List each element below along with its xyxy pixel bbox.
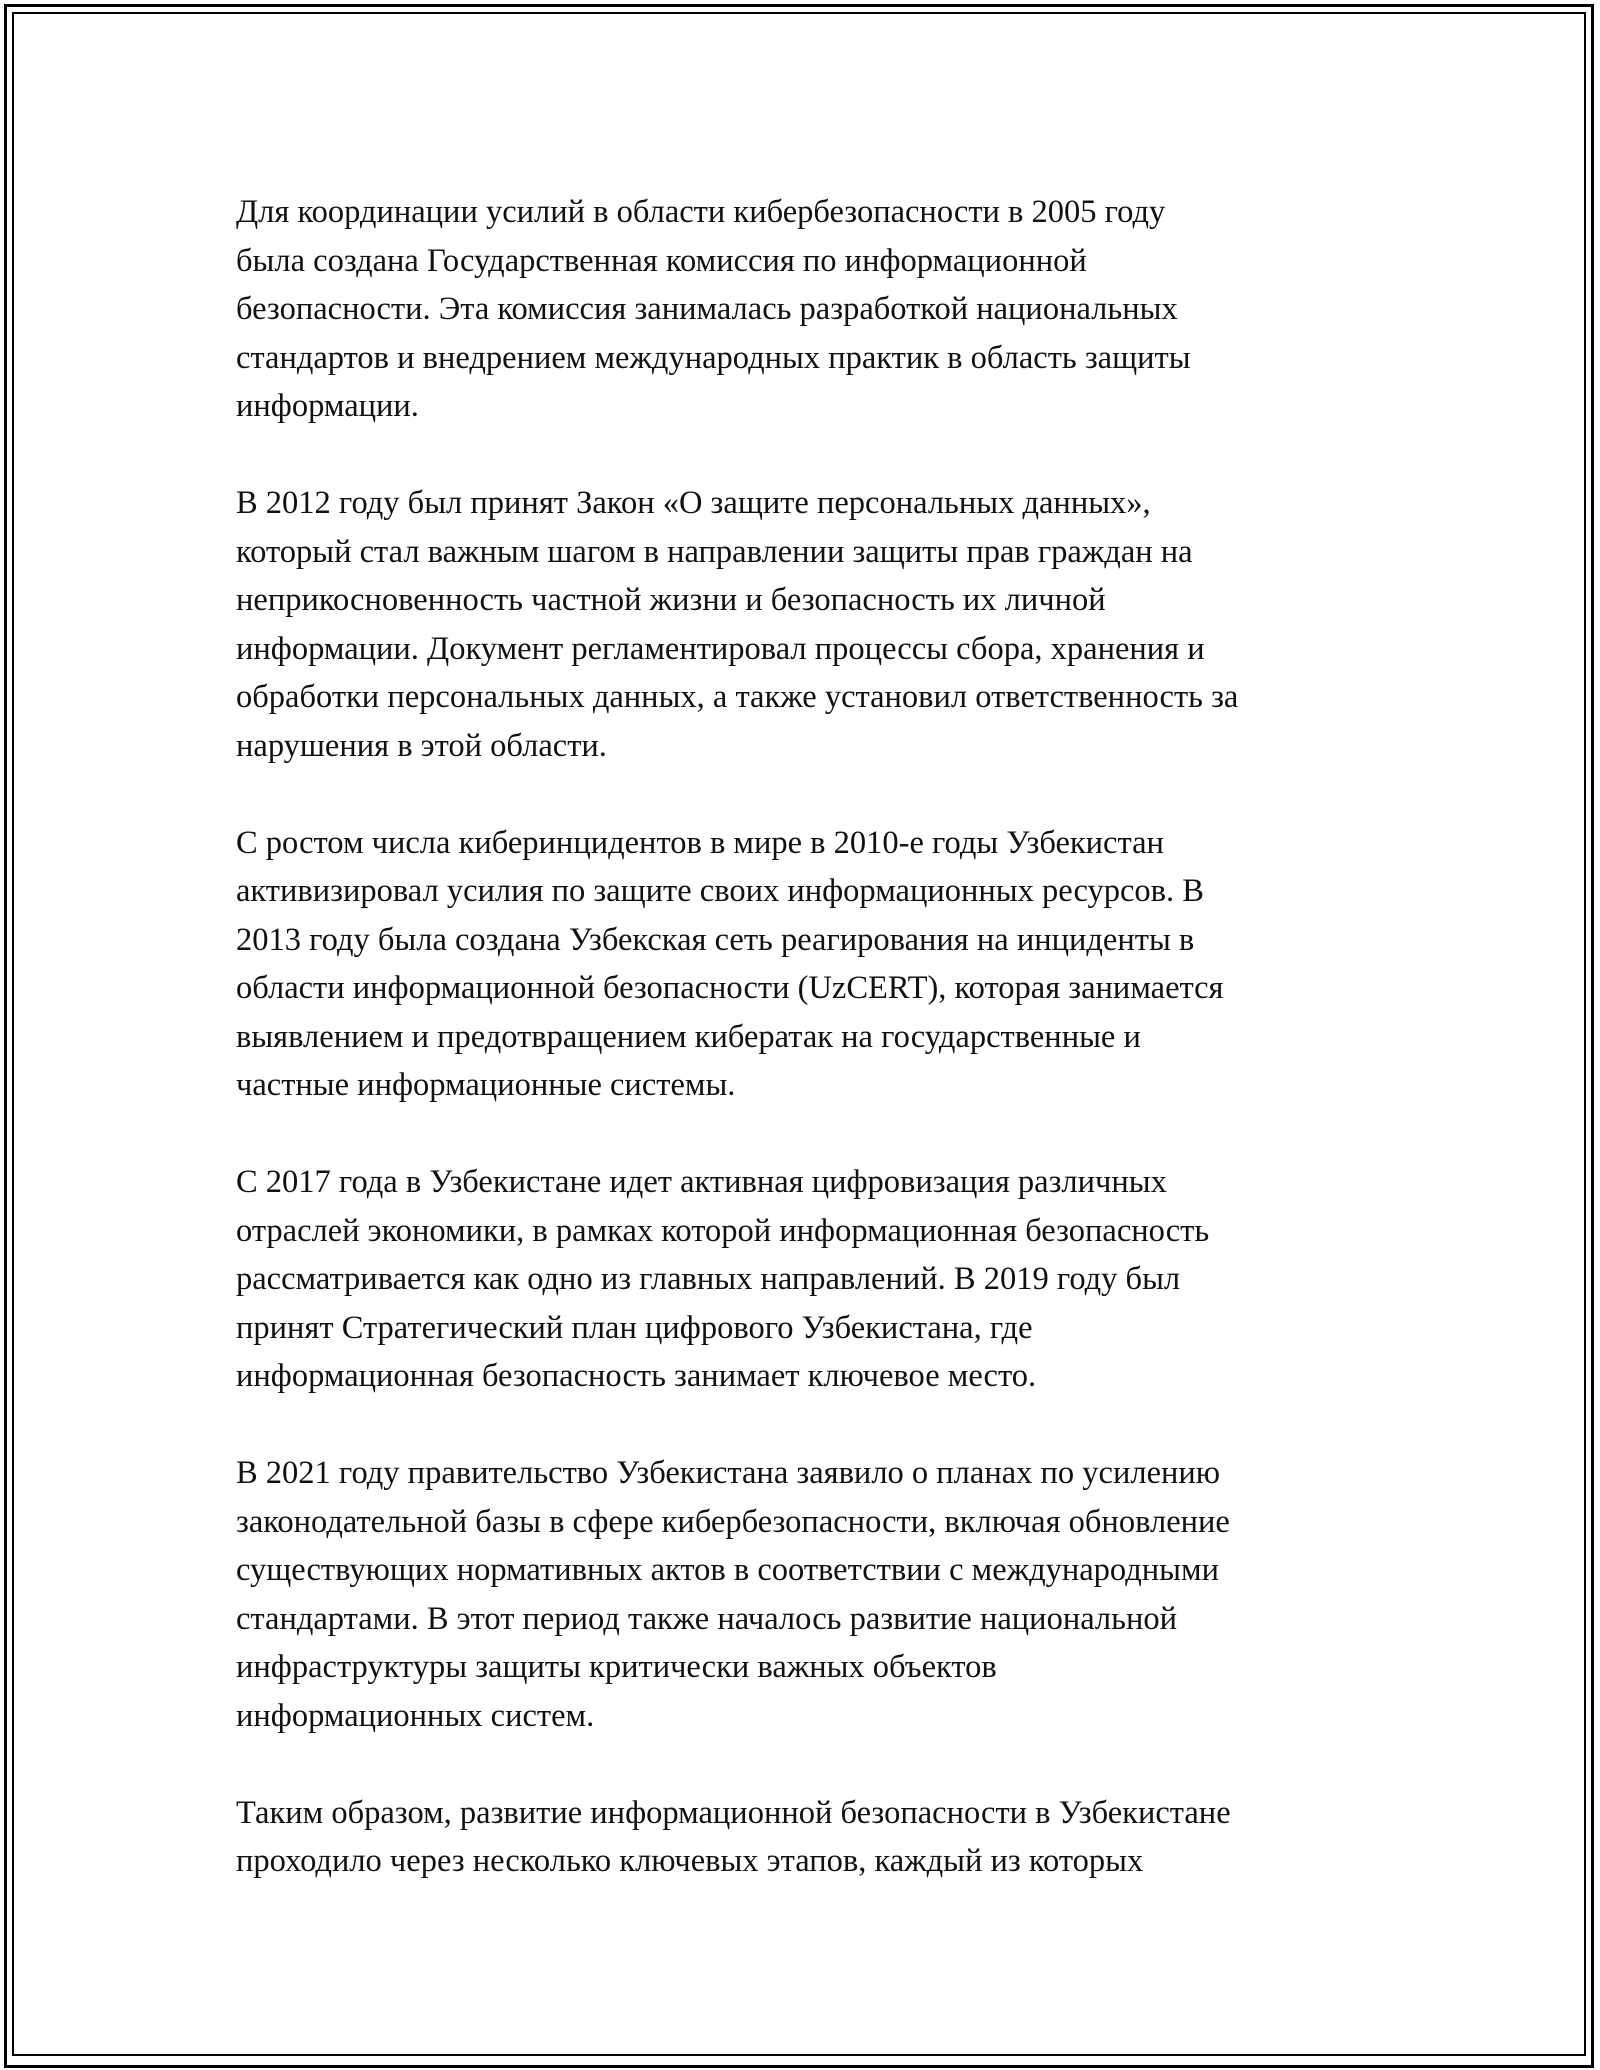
text-line: была создана Государственная комиссия по информационной — [236, 242, 1087, 279]
text-line: Для координации усилий в области кибербезопасности в 2005 году — [236, 194, 1166, 230]
text-line: обработки персональных данных, а также установил ответственность за — [236, 679, 1239, 715]
text-line: безопасности. Эта комиссия занималась разработкой национальных — [236, 291, 1178, 327]
document-body — [236, 188, 1386, 1934]
text-line: принят Стратегический план цифрового Узбекистана, где — [236, 1309, 1033, 1346]
text-line: законодательной базы в сфере кибербезопасности, включая обновление — [236, 1503, 1230, 1540]
paragraph-4 — [236, 1158, 1386, 1401]
text-line: информации. Документ регламентировал процессы сбора, хранения и — [236, 630, 1205, 667]
text-line: который стал важным шагом в направлении защиты прав граждан на — [236, 533, 1193, 570]
text-line: С 2017 года в Узбекистане идет активная цифровизация различных — [236, 1164, 1167, 1200]
text-line: информационная безопасность занимает ключевое место. — [236, 1358, 1037, 1394]
text-line: существующих нормативных актов в соответствии с международными — [236, 1552, 1219, 1588]
text-line: активизировал усилия по защите своих информационных ресурсов. В — [236, 873, 1204, 909]
text-line: В 2021 году правительство Узбекистана заявило о планах по усилению — [236, 1455, 1221, 1491]
paragraph-5 — [236, 1449, 1386, 1740]
text-line: инфраструктуры защиты критически важных объектов — [236, 1649, 997, 1685]
text-line: проходило через несколько ключевых этапов, каждый из которых — [236, 1843, 1144, 1879]
text-line: стандартов и внедрением международных практик в область защиты — [236, 339, 1191, 376]
text-line: В 2012 году был принят Закон «О защите персональных данных», — [236, 485, 1151, 521]
text-line: 2013 году была создана Узбекская сеть реагирования на инциденты в — [236, 921, 1195, 958]
paragraph-2 — [236, 479, 1386, 770]
text-line: информационных систем. — [236, 1697, 595, 1734]
paragraph-6 — [236, 1789, 1386, 1886]
text-line: информации. — [236, 388, 419, 424]
text-line: отраслей экономики, в рамках которой информационная безопасность — [236, 1212, 1210, 1249]
text-line: частные информационные системы. — [236, 1067, 736, 1103]
paragraph-3 — [236, 819, 1386, 1110]
text-line: выявлением и предотвращением кибератак на государственные и — [236, 1018, 1141, 1055]
text-line: неприкосновенность частной жизни и безопасность их личной — [236, 582, 1106, 618]
paragraph-1 — [236, 188, 1386, 431]
text-line: области информационной безопасности (UzCERT), которая занимается — [236, 970, 1224, 1006]
text-line: стандартами. В этот период также началось развитие национальной — [236, 1600, 1178, 1637]
text-line: рассматривается как одно из главных направлений. В 2019 году был — [236, 1261, 1181, 1297]
text-line: Таким образом, развитие информационной безопасности в Узбекистане — [236, 1794, 1231, 1831]
text-line: С ростом числа киберинцидентов в мире в 2010-е годы Узбекистан — [236, 824, 1164, 861]
text-line: нарушения в этой области. — [236, 727, 607, 764]
